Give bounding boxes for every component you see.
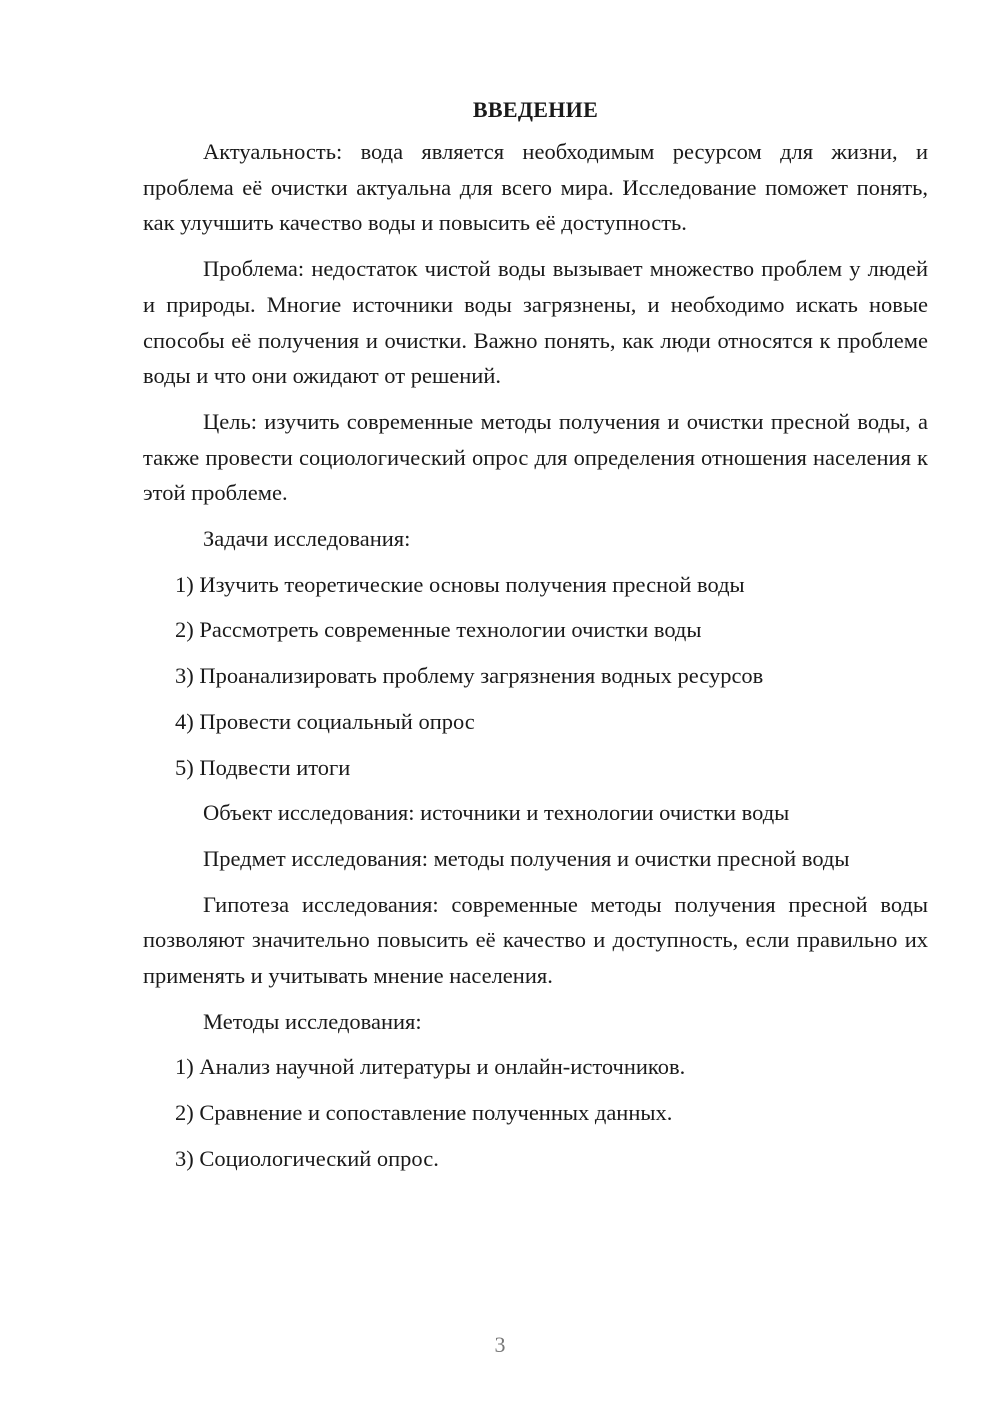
method-item: 2) Сравнение и сопоставление полученных данных.	[175, 1100, 673, 1126]
task-item: 4) Провести социальный опрос	[175, 708, 475, 734]
task-item: 2) Рассмотреть современные технологии очистки воды	[175, 617, 702, 643]
research-subject: Предмет исследования: методы получения и очистки пресной воды	[203, 845, 850, 871]
tasks-title: Задачи исследования:	[203, 526, 411, 552]
hypothesis-paragraph: Гипотеза исследования: современные методы получения пресной воды позволяют значительно повысить её качество и доступность, если правильно их применять и учитывать мнение населения.	[143, 891, 928, 989]
page-number: 3	[494, 1332, 506, 1357]
task-item: 3) Проанализировать проблему загрязнения водных ресурсов	[175, 663, 764, 689]
goal-paragraph: Цель: изучить современные методы получения и очистки пресной воды, а также провести социологический опрос для определения отношения населения к этой проблеме.	[143, 408, 928, 506]
problem-paragraph: Проблема: недостаток чистой воды вызывает множество проблем у людей и природы. Многие источники воды загрязнены, и необходимо искать новые способы её получения и очистки. Важно понять, как люди относятся к проблеме воды и что они ожидают от решений.	[143, 256, 928, 389]
method-item: 3) Социологический опрос.	[175, 1145, 439, 1171]
task-item: 5) Подвести итоги	[175, 754, 351, 780]
methods-title: Методы исследования:	[203, 1008, 422, 1034]
task-item: 1) Изучить теоретические основы получения пресной воды	[175, 571, 745, 597]
section-heading: ВВЕДЕНИЕ	[472, 97, 599, 122]
research-object: Объект исследования: источники и технологии очистки воды	[203, 800, 790, 826]
relevance-paragraph: Актуальность: вода является необходимым ресурсом для жизни, и проблема её очистки актуальна для всего мира. Исследование поможет понять, как улучшить качество воды и повысить её доступность.	[143, 139, 928, 236]
document-page	[143, 92, 928, 1187]
method-item: 1) Анализ научной литературы и онлайн-источников.	[175, 1054, 686, 1080]
